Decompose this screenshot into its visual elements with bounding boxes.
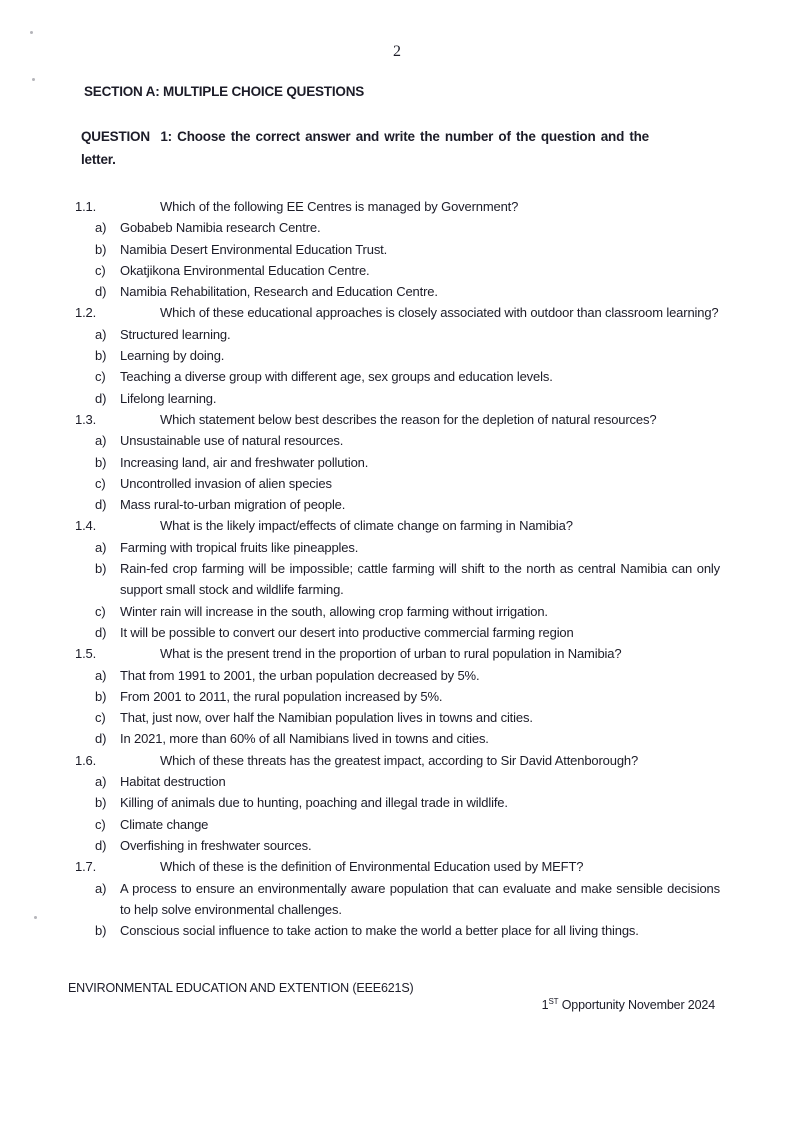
question-instruction-heading: QUESTION 1: Choose the correct answer and write the number of the question and the letter. bbox=[81, 129, 653, 167]
opportunity-text: Opportunity November 2024 bbox=[558, 998, 715, 1012]
option-item bbox=[95, 622, 720, 643]
option-letter: b) bbox=[95, 241, 107, 257]
option-letter: c) bbox=[95, 603, 106, 619]
option-item bbox=[95, 707, 720, 728]
option-item bbox=[95, 239, 720, 260]
question-text: Which of these is the definition of Environmental Education used by MEFT? bbox=[160, 859, 584, 875]
option-letter: d) bbox=[95, 284, 107, 300]
option-item bbox=[95, 388, 720, 409]
question-text: Which statement below best describes the reason for the depletion of natural resources? bbox=[160, 411, 657, 427]
options-list bbox=[68, 878, 720, 942]
option-letter: a) bbox=[95, 774, 107, 790]
scan-artifact-dot bbox=[32, 78, 35, 81]
option-text: Structured learning. bbox=[120, 326, 231, 342]
option-text: Namibia Desert Environmental Education Trust. bbox=[120, 241, 388, 257]
option-letter: d) bbox=[95, 837, 107, 853]
question-text: Which of the following EE Centres is managed by Government? bbox=[160, 199, 519, 214]
option-letter: b) bbox=[95, 923, 107, 939]
question-item bbox=[68, 750, 720, 856]
option-item bbox=[95, 920, 720, 941]
question-text: What is the present trend in the proportion of urban to rural population in Namibia? bbox=[160, 646, 622, 662]
options-list bbox=[68, 665, 720, 750]
option-item bbox=[95, 558, 720, 601]
option-letter: d) bbox=[95, 731, 107, 747]
option-text: Unsustainable use of natural resources. bbox=[120, 433, 344, 449]
question-item bbox=[68, 196, 720, 302]
option-letter: c) bbox=[95, 475, 106, 491]
option-item bbox=[95, 728, 720, 749]
question-head bbox=[75, 643, 720, 664]
option-text: Mass rural-to-urban migration of people. bbox=[120, 497, 346, 513]
option-item bbox=[95, 814, 720, 835]
options-list bbox=[68, 324, 720, 409]
option-text: Learning by doing. bbox=[120, 348, 225, 364]
option-item bbox=[95, 771, 720, 792]
option-text: Farming with tropical fruits like pineapples. bbox=[120, 539, 359, 555]
question-head bbox=[75, 750, 720, 771]
option-item bbox=[95, 686, 720, 707]
option-text: Lifelong learning. bbox=[120, 390, 217, 406]
option-item bbox=[95, 537, 720, 558]
option-letter: c) bbox=[95, 369, 106, 385]
option-item bbox=[95, 473, 720, 494]
question-head bbox=[75, 409, 720, 430]
option-text: Habitat destruction bbox=[120, 774, 226, 790]
question-number: 1.5. bbox=[75, 646, 97, 662]
option-text: Increasing land, air and freshwater pollution. bbox=[120, 454, 369, 470]
option-letter: b) bbox=[95, 795, 107, 811]
option-item bbox=[95, 494, 720, 515]
option-item bbox=[95, 665, 720, 686]
option-text: Climate change bbox=[120, 816, 209, 832]
question-number: 1.2. bbox=[75, 305, 97, 321]
option-text: Winter rain will increase in the south, allowing crop farming without irrigation. bbox=[120, 603, 548, 619]
question-number: 1.3. bbox=[75, 411, 97, 427]
questions-list bbox=[68, 196, 720, 941]
option-text: That, just now, over half the Namibian population lives in towns and cities. bbox=[120, 710, 533, 726]
option-text: Rain-fed crop farming will be impossible; cattle farming will shift to the north as central Namibia can only support small stock and wildlife farming. bbox=[120, 561, 720, 598]
option-text: That from 1991 to 2001, the urban population decreased by 5%. bbox=[120, 667, 480, 683]
option-letter: a) bbox=[95, 667, 107, 683]
question-head bbox=[75, 196, 720, 217]
question-head bbox=[75, 856, 720, 877]
options-list bbox=[68, 771, 720, 856]
question-number: 1.7. bbox=[75, 859, 97, 875]
options-list bbox=[68, 217, 720, 302]
option-text: Overfishing in freshwater sources. bbox=[120, 837, 312, 853]
option-text: A process to ensure an environmentally aware population that can evaluate and make sensible decisions to help solve environmental challenges. bbox=[120, 880, 720, 917]
opportunity-number: 1 bbox=[541, 998, 549, 1012]
footer-course-title: ENVIRONMENTAL EDUCATION AND EXTENTION (EEE621S) bbox=[68, 981, 414, 995]
option-letter: b) bbox=[95, 348, 107, 364]
question-item bbox=[68, 643, 720, 749]
option-letter: d) bbox=[95, 497, 107, 513]
option-letter: b) bbox=[95, 688, 107, 704]
option-item bbox=[95, 835, 720, 856]
option-letter: a) bbox=[95, 326, 107, 342]
option-text: It will be possible to convert our desert into productive commercial farming region bbox=[120, 624, 574, 640]
option-text: Okatjikona Environmental Education Centre. bbox=[120, 262, 370, 278]
question-item bbox=[68, 302, 720, 408]
question-number: 1.1. bbox=[75, 199, 97, 214]
scan-artifact-dot bbox=[34, 916, 37, 919]
option-letter: c) bbox=[95, 816, 106, 832]
option-text: In 2021, more than 60% of all Namibians lived in towns and cities. bbox=[120, 731, 489, 747]
option-text: Namibia Rehabilitation, Research and Education Centre. bbox=[120, 284, 438, 300]
question-item bbox=[68, 856, 720, 941]
footer-opportunity-date bbox=[542, 998, 715, 1012]
question-head bbox=[75, 515, 720, 536]
option-item bbox=[95, 452, 720, 473]
question-head bbox=[75, 302, 720, 323]
options-list bbox=[68, 430, 720, 515]
option-text: Uncontrolled invasion of alien species bbox=[120, 475, 332, 491]
option-text: Killing of animals due to hunting, poaching and illegal trade in wildlife. bbox=[120, 795, 508, 811]
option-letter: c) bbox=[95, 262, 106, 278]
opportunity-ordinal-superscript: ST bbox=[548, 996, 559, 1006]
option-item bbox=[95, 601, 720, 622]
option-item bbox=[95, 217, 720, 238]
question-text: Which of these threats has the greatest impact, according to Sir David Attenborough? bbox=[160, 752, 639, 768]
page-number: 2 bbox=[393, 43, 401, 60]
option-item bbox=[95, 878, 720, 921]
question-number: 1.4. bbox=[75, 518, 97, 534]
option-letter: b) bbox=[95, 454, 107, 470]
option-letter: a) bbox=[95, 539, 107, 555]
option-letter: a) bbox=[95, 880, 107, 896]
scan-artifact-dot bbox=[30, 31, 33, 34]
option-letter: a) bbox=[95, 220, 107, 236]
question-number: 1.6. bbox=[75, 752, 97, 768]
option-item bbox=[95, 430, 720, 451]
option-text: Teaching a diverse group with different age, sex groups and education levels. bbox=[120, 369, 553, 385]
option-letter: d) bbox=[95, 624, 107, 640]
option-text: Gobabeb Namibia research Centre. bbox=[120, 220, 321, 236]
option-letter: a) bbox=[95, 433, 107, 449]
option-text: From 2001 to 2011, the rural population increased by 5%. bbox=[120, 688, 443, 704]
option-item bbox=[95, 345, 720, 366]
option-letter: b) bbox=[95, 561, 107, 577]
option-item bbox=[95, 324, 720, 345]
question-text: Which of these educational approaches is closely associated with outdoor than classroom learning? bbox=[160, 305, 719, 321]
option-item bbox=[95, 792, 720, 813]
section-heading: SECTION A: MULTIPLE CHOICE QUESTIONS bbox=[84, 84, 365, 99]
question-item bbox=[68, 515, 720, 643]
question-text: What is the likely impact/effects of climate change on farming in Namibia? bbox=[160, 518, 573, 534]
option-text: Conscious social influence to take action to make the world a better place for all living things. bbox=[120, 923, 639, 939]
option-letter: d) bbox=[95, 390, 107, 406]
option-item bbox=[95, 260, 720, 281]
option-item bbox=[95, 366, 720, 387]
option-letter: c) bbox=[95, 710, 106, 726]
question-item bbox=[68, 409, 720, 515]
options-list bbox=[68, 537, 720, 643]
option-item bbox=[95, 281, 720, 302]
